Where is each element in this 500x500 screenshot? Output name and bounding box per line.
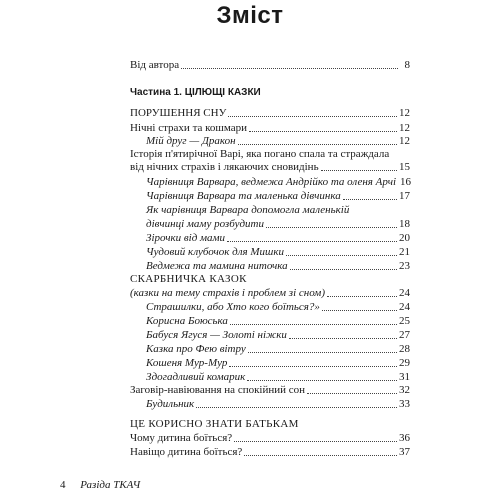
- toc-entry-title-line[interactable]: Як чарівниця Варвара допомогла маленькій: [146, 204, 350, 216]
- dot-leader: [321, 169, 397, 171]
- dot-leader: [196, 406, 397, 408]
- dot-leader: [322, 309, 397, 311]
- toc-entry-page: 36: [399, 432, 410, 444]
- section-heading-parents[interactable]: ЦЕ КОРИСНО ЗНАТИ БАТЬКАМ: [130, 418, 299, 430]
- toc-entry[interactable]: [130, 161, 410, 174]
- dot-leader: [181, 67, 398, 69]
- toc-entry-page: 31: [399, 371, 410, 383]
- toc-entry-title: Бабуся Ягуся — Золоті ніжки: [146, 329, 287, 341]
- dot-leader: [227, 240, 397, 242]
- dot-leader: [286, 254, 397, 256]
- dot-leader: [327, 295, 397, 297]
- toc-entry-page: 12: [399, 135, 410, 147]
- toc-entry[interactable]: [130, 59, 410, 72]
- toc-entry-page: 8: [404, 59, 410, 71]
- dot-leader: [249, 130, 397, 132]
- toc-entry-page: 18: [399, 218, 410, 230]
- toc-entry-title: Чудовий клубочок для Мишки: [146, 246, 284, 258]
- toc-entry[interactable]: [130, 357, 410, 370]
- toc-entry-page: 12: [399, 107, 410, 119]
- toc-entry-title: (казки на тему страхів і проблем зі сном): [130, 287, 325, 299]
- toc-entry-title: від нічних страхів і лякаючих сновидінь: [130, 161, 319, 173]
- dot-leader: [248, 351, 397, 353]
- toc-entry-title: Чарівниця Варвара, ведмежа Андрійко та оленя Арчі: [146, 176, 397, 188]
- toc-entry[interactable]: [130, 343, 410, 356]
- toc-entry-page: 21: [399, 246, 410, 258]
- toc-entry[interactable]: [130, 329, 410, 342]
- toc-entry-page: 24: [399, 287, 410, 299]
- toc-entry-page: 20: [399, 232, 410, 244]
- running-author: Разіда ТКАЧ: [80, 479, 141, 491]
- toc-entry-title: Нічні страхи та кошмари: [130, 122, 248, 134]
- toc-entry-page: 29: [399, 357, 410, 369]
- toc-entry-page: 28: [399, 343, 410, 355]
- toc-entry-title: Від автора: [130, 59, 180, 71]
- toc-entry[interactable]: [130, 176, 410, 189]
- dot-leader: [234, 440, 397, 442]
- toc-entry-title: Чарівниця Варвара та маленька дівчинка: [146, 190, 341, 202]
- toc-entry-title: Навіщо дитина боїться?: [130, 446, 243, 458]
- toc-entry[interactable]: [130, 122, 410, 135]
- toc-entry-page: 23: [399, 260, 410, 272]
- dot-leader: [266, 226, 397, 228]
- toc-entry-page: 25: [399, 315, 410, 327]
- toc-entry-page: 12: [399, 122, 410, 134]
- toc-entry-title: Страшилки, або Хто кого боїться?»: [146, 301, 320, 313]
- toc-entry[interactable]: [130, 384, 410, 397]
- toc-entry[interactable]: [130, 232, 410, 245]
- toc-entry[interactable]: [130, 190, 410, 203]
- toc-entry-page: 15: [399, 161, 410, 173]
- toc-entry[interactable]: [130, 371, 410, 384]
- page-title: Зміст: [216, 2, 284, 29]
- toc-entry-title: Чому дитина боїться?: [130, 432, 233, 444]
- toc-entry-title: Корисна Боюська: [146, 315, 228, 327]
- section-heading-sleep[interactable]: [130, 107, 410, 120]
- toc-entry[interactable]: [130, 301, 410, 314]
- toc-entry-title: Мій друг — Дракон: [146, 135, 236, 147]
- dot-leader: [247, 379, 397, 381]
- toc-entry-title-line[interactable]: Історія п'ятирічної Варі, яка погано спала та страждала: [130, 148, 390, 160]
- part-heading: Частина 1. ЦІЛЮЩІ КАЗКИ: [130, 87, 261, 98]
- toc-entry[interactable]: [130, 135, 410, 148]
- page-footer: [60, 479, 140, 492]
- dot-leader: [290, 268, 397, 270]
- toc-entry[interactable]: [130, 260, 410, 273]
- dot-leader: [307, 392, 397, 394]
- page-number: 4: [60, 479, 66, 491]
- toc-entry[interactable]: [130, 446, 410, 459]
- dot-leader: [289, 337, 397, 339]
- dot-leader: [229, 365, 397, 367]
- toc-entry-title: Здогадливий комарик: [146, 371, 246, 383]
- toc-entry[interactable]: [130, 246, 410, 259]
- toc-entry[interactable]: [130, 218, 410, 231]
- toc-entry-title: Ведмежа та мамина ниточка: [146, 260, 288, 272]
- toc-entry-title: Кошеня Мур-Мур: [146, 357, 228, 369]
- toc-entry-title: Казка про Фею вітру: [146, 343, 246, 355]
- toc-entry-page: 33: [399, 398, 410, 410]
- toc-entry[interactable]: [130, 432, 410, 445]
- toc-entry-page: 16: [400, 176, 412, 188]
- dot-leader: [238, 143, 397, 145]
- toc-entry-title: Зірочки від мами: [146, 232, 226, 244]
- toc-entry[interactable]: [130, 287, 410, 300]
- toc-entry-page: 27: [399, 329, 410, 341]
- dot-leader: [343, 198, 397, 200]
- section-heading-treasury[interactable]: СКАРБНИЧКА КАЗОК: [130, 273, 247, 285]
- toc-entry-title: Заговір-навіювання на спокійний сон: [130, 384, 306, 396]
- toc-entry-page: 24: [399, 301, 410, 313]
- dot-leader: [228, 115, 397, 117]
- toc-entry-page: 37: [399, 446, 410, 458]
- dot-leader: [244, 454, 397, 456]
- toc-entry[interactable]: [130, 398, 410, 411]
- dot-leader: [230, 323, 397, 325]
- toc-entry-page: 32: [399, 384, 410, 396]
- toc-entry-title: Будильник: [146, 398, 195, 410]
- toc-entry-title: дівчинці маму розбудити: [146, 218, 264, 230]
- toc-entry-page: 17: [399, 190, 410, 202]
- section-title: ПОРУШЕННЯ СНУ: [130, 107, 227, 119]
- toc-entry[interactable]: [130, 315, 410, 328]
